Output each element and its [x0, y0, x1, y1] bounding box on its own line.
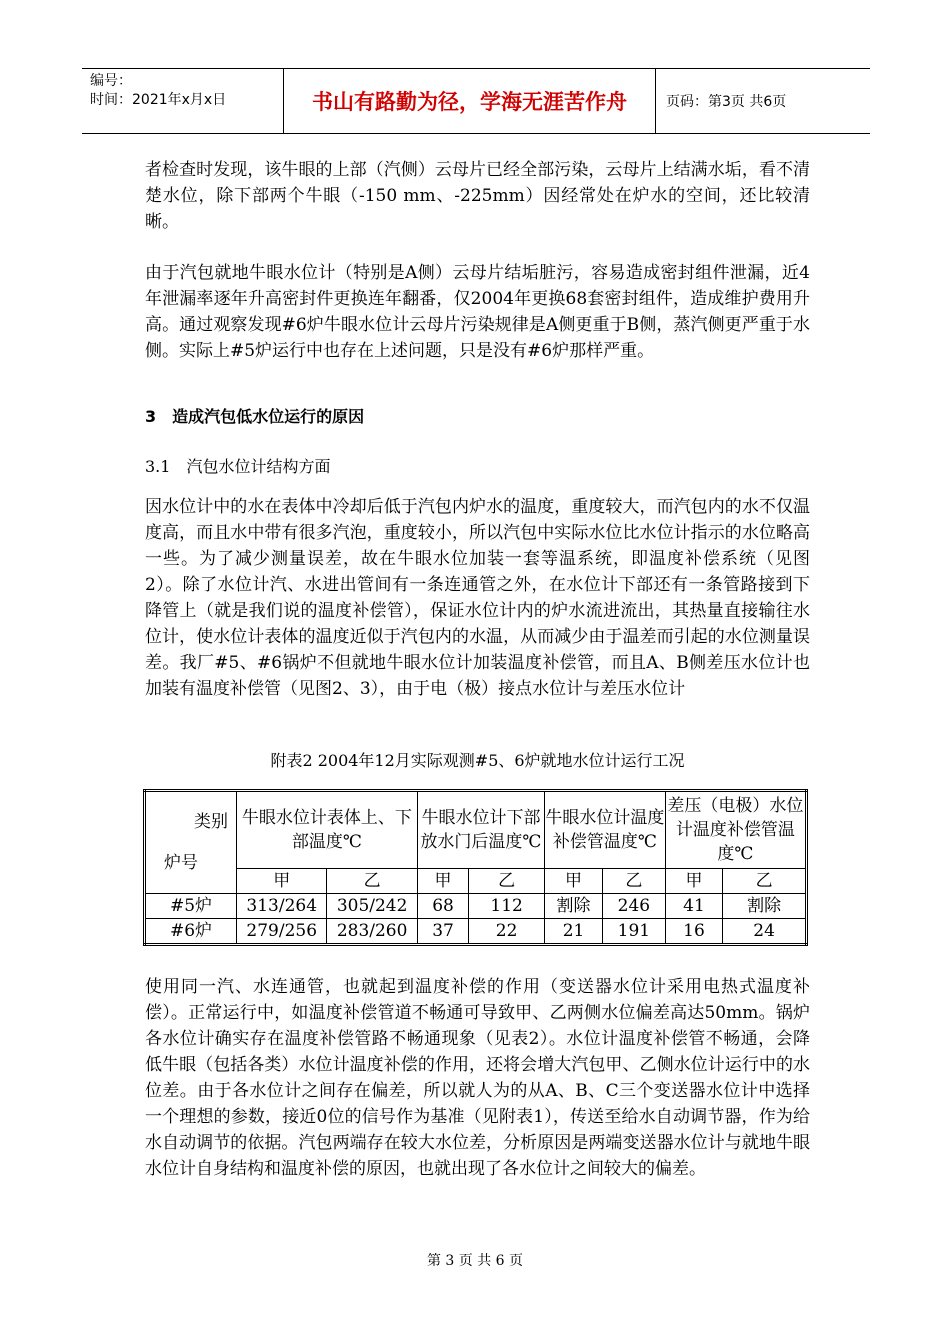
- column-group-header: 牛眼水位计温度补偿管温度℃: [545, 791, 666, 869]
- table-corner-cell: [145, 791, 237, 894]
- column-group-header: 差压（电极）水位计温度补偿管温度℃: [665, 791, 806, 869]
- sub-header: 甲: [665, 869, 722, 894]
- table-cell: 112: [469, 894, 545, 919]
- time-label: 时间：2021年x月x日: [90, 92, 227, 108]
- sub-header: 乙: [603, 869, 666, 894]
- table-cell: 305/242: [327, 894, 417, 919]
- header-page: 页码：第3页 共6页: [666, 94, 787, 110]
- header-meta: [82, 69, 284, 133]
- sub-header: 乙: [327, 869, 417, 894]
- sub-header: 甲: [237, 869, 327, 894]
- paragraph-3: 因水位计中的水在表体中冷却后低于汽包内炉水的温度，重度较大，而汽包内的水不仅温度高，而且水中带有很多汽泡，重度较小，所以汽包中实际水位比水位计指示的水位略高一些。为了减少测量误差，故在牛眼水位加装一套等温系统，即温度补偿系统（见图2）。除了水位计汽、水进出管间有一条连通管之外，在水位计下部还有一条管路接到下降管上（就是我们说的温度补偿管），保证水位计内的炉水流进流出，其热量直接输往水位计，使水位计表体的温度近似于汽包内的水温，从而减少由于温差而引起的水位测量误差。我厂#5、#6锅炉不但就地牛眼水位计加装温度补偿管，而且A、B侧差压水位计也加装有温度补偿管（见图2、3），由于电（极）接点水位计与差压水位计: [145, 497, 810, 699]
- paragraph-4: 使用同一汽、水连通管，也就起到温度补偿的作用（变送器水位计采用电热式温度补偿）。正常运行中，如温度补偿管道不畅通可导致甲、乙两侧水位偏差高达50mm。锅炉各水位计确实存在温度补偿管路不畅通现象（见表2）。水位计温度补偿管不畅通，会降低牛眼（包括各类）水位计温度补偿的作用，还将会增大汽包甲、乙侧水位计运行中的水位差。由于各水位计之间存在偏差，所以就人为的从A、B、C三个变送器水位计中选择一个理想的参数，接近0位的信号作为基准（见附表1），传送至给水自动调节器，作为给水自动调节的依据。汽包两端存在较大水位差，分析原因是两端变送器水位计与就地牛眼水位计自身结构和温度补偿的原因，也就出现了各水位计之间较大的偏差。: [145, 977, 810, 1179]
- table-cell: 割除: [723, 894, 807, 919]
- sub-header: 乙: [723, 869, 807, 894]
- sub-header: 甲: [417, 869, 468, 894]
- table-cell: 279/256: [237, 919, 327, 945]
- section-heading-3: 3 造成汽包低水位运行的原因: [145, 407, 365, 426]
- corner-top-label: 类别: [194, 812, 228, 832]
- paragraph-1: 者检查时发现，该牛眼的上部（汽侧）云母片已经全部污染，云母片上结满水垢，看不清楚水位，除下部两个牛眼（-150 mm、-225mm）因经常处在炉水的空间，还比较清晰。: [145, 160, 810, 232]
- table-cell: 191: [603, 919, 666, 945]
- row-label: #5炉: [145, 894, 237, 919]
- page-footer: 第 3 页 共 6 页: [426, 1253, 524, 1269]
- table-cell: 41: [665, 894, 722, 919]
- table-cell: 21: [545, 919, 603, 945]
- header-motto: 书山有路勤为径，学海无涯苦作舟: [284, 69, 656, 133]
- page-header: [82, 68, 870, 134]
- table-cell: 割除: [545, 894, 603, 919]
- corner-bottom-label: 炉号: [164, 853, 198, 873]
- column-group-header: 牛眼水位计下部放水门后温度℃: [417, 791, 544, 869]
- number-label: 编号：: [90, 73, 132, 89]
- table-cell: 283/260: [327, 919, 417, 945]
- sub-header: 乙: [469, 869, 545, 894]
- table-row: [145, 919, 807, 945]
- table-caption: 附表2 2004年12月实际观测#5、6炉就地水位计运行工况: [270, 751, 685, 770]
- table-cell: 22: [469, 919, 545, 945]
- data-table: [143, 789, 808, 946]
- sub-header: 甲: [545, 869, 603, 894]
- paragraph-2: 由于汽包就地牛眼水位计（特别是A侧）云母片结垢脏污，容易造成密封组件泄漏，近4年泄漏率逐年升高密封件更换连年翻番，仅2004年更换68套密封组件，造成维护费用升高。通过观察发现#6炉牛眼水位计云母片污染规律是A侧更重于B侧，蒸汽侧更严重于水侧。实际上#5炉运行中也存在上述问题，只是没有#6炉那样严重。: [145, 263, 810, 361]
- table-cell: 246: [603, 894, 666, 919]
- table-cell: 313/264: [237, 894, 327, 919]
- table-cell: 37: [417, 919, 468, 945]
- table-cell: 16: [665, 919, 722, 945]
- table-cell: 68: [417, 894, 468, 919]
- table-cell: 24: [723, 919, 807, 945]
- column-group-header: 牛眼水位计表体上、下部温度℃: [237, 791, 418, 869]
- table-row: [145, 894, 807, 919]
- row-label: #6炉: [145, 919, 237, 945]
- section-heading-3-1: 3.1 汽包水位计结构方面: [145, 457, 331, 476]
